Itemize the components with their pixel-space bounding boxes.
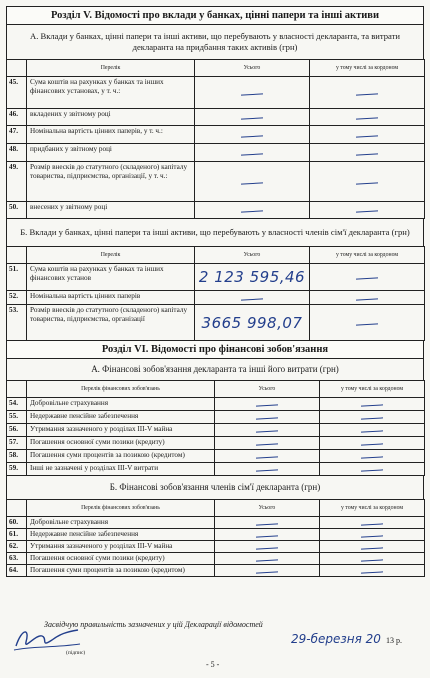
total-cell[interactable] xyxy=(215,398,320,411)
table-row xyxy=(7,437,425,450)
row-number: 53. xyxy=(7,305,27,341)
row-label: внесених у звітному році xyxy=(27,202,195,219)
table-row xyxy=(7,411,425,424)
signature-caption: (підпис) xyxy=(66,650,86,656)
table-header-row xyxy=(7,60,425,77)
row-label: Погашення суми процентів за позикою (кредитом) xyxy=(27,450,215,463)
row-number: 48. xyxy=(7,144,27,162)
section5-subA-title: А. Вклади у банках, цінні папери та інші активи, що перебувають у власності декларанта, та витрати декларанта на придбання таких активів (грн) xyxy=(6,25,424,59)
row-label: Утримання зазначеного у розділах III-V майна xyxy=(27,541,215,553)
header-list: Перелік фінансових зобов'язань xyxy=(27,500,215,517)
header-list: Перелік xyxy=(27,60,195,77)
total-cell[interactable] xyxy=(195,109,310,126)
row-label: Сума коштів на рахунках у банках та інших фінансових установ xyxy=(27,264,195,291)
total-cell[interactable] xyxy=(195,305,310,341)
total-cell[interactable] xyxy=(215,541,320,553)
abroad-cell[interactable] xyxy=(310,144,425,162)
table-row xyxy=(7,144,425,162)
table-row xyxy=(7,541,425,553)
dash-mark xyxy=(256,469,278,471)
dash-mark xyxy=(256,559,278,561)
dash-mark xyxy=(361,443,383,445)
row-label: Розмір внесків до статутного (складеного) капіталу товариства, підприємства, організації xyxy=(27,305,195,341)
dash-mark xyxy=(256,404,278,406)
dash-mark xyxy=(356,182,378,184)
abroad-cell[interactable] xyxy=(320,450,425,463)
header-total: Усього xyxy=(195,60,310,77)
dash-mark xyxy=(241,135,263,137)
dash-mark xyxy=(241,210,263,212)
dash-mark xyxy=(256,523,278,525)
dash-mark xyxy=(361,523,383,525)
dash-mark xyxy=(241,182,263,184)
row-label: Інші не зазначені у розділах III-V витрати xyxy=(27,463,215,476)
header-abroad: у тому числі за кордоном xyxy=(320,500,425,517)
dash-mark xyxy=(361,430,383,432)
row-label: Добровільне страхування xyxy=(27,398,215,411)
total-cell[interactable] xyxy=(215,437,320,450)
table-row xyxy=(7,264,425,291)
dash-mark xyxy=(361,404,383,406)
abroad-cell[interactable] xyxy=(310,109,425,126)
table-header-row xyxy=(7,247,425,264)
row-label: Номінальна вартість цінних паперів, у т. ч.: xyxy=(27,126,195,144)
table-row xyxy=(7,77,425,109)
table-header-row xyxy=(7,500,425,517)
table-row xyxy=(7,424,425,437)
dash-mark xyxy=(356,323,378,325)
section6-subB-title: Б. Фінансові зобов'язання членів сім'ї декларанта (грн) xyxy=(6,476,424,499)
dash-mark xyxy=(256,417,278,419)
abroad-cell[interactable] xyxy=(310,126,425,144)
abroad-cell[interactable] xyxy=(310,291,425,305)
header-list: Перелік xyxy=(27,247,195,264)
section6-title: Розділ VI. Відомості про фінансові зобов'язання xyxy=(6,341,424,359)
dash-mark xyxy=(361,469,383,471)
dash-mark xyxy=(256,547,278,549)
dash-mark xyxy=(361,456,383,458)
abroad-cell[interactable] xyxy=(310,202,425,219)
date-year: 13 р. xyxy=(386,636,402,645)
row-number: 61. xyxy=(7,529,27,541)
abroad-cell[interactable] xyxy=(320,437,425,450)
total-cell[interactable] xyxy=(195,144,310,162)
header-total: Усього xyxy=(195,247,310,264)
dash-mark xyxy=(241,298,263,300)
section6-subA-title: А. Фінансові зобов'язання декларанта та інші його витрати (грн) xyxy=(6,359,424,380)
abroad-cell[interactable] xyxy=(320,463,425,476)
row-label: Недержавне пенсійне забезпечення xyxy=(27,411,215,424)
total-cell[interactable] xyxy=(195,264,310,291)
row-label: Номінальна вартість цінних паперів xyxy=(27,291,195,305)
header-list: Перелік фінансових зобов'язань xyxy=(27,381,215,398)
declaration-page xyxy=(6,6,424,577)
dash-mark xyxy=(241,93,263,95)
dash-mark xyxy=(241,153,263,155)
row-number: 62. xyxy=(7,541,27,553)
abroad-cell[interactable] xyxy=(310,77,425,109)
section5-subB-title: Б. Вклади у банках, цінні папери та інші активи, що перебувають у власності членів сім'ї декларанта (грн) xyxy=(6,219,424,246)
section6-table-a xyxy=(6,380,425,476)
total-cell[interactable] xyxy=(215,424,320,437)
row-number: 57. xyxy=(7,437,27,450)
row-number: 45. xyxy=(7,77,27,109)
abroad-cell[interactable] xyxy=(310,305,425,341)
row-number: 47. xyxy=(7,126,27,144)
dash-mark xyxy=(361,571,383,573)
header-total: Усього xyxy=(215,381,320,398)
row-label: Сума коштів на рахунках у банках та інших фінансових установах, у т. ч.: xyxy=(27,77,195,109)
row-number: 60. xyxy=(7,517,27,529)
table-row xyxy=(7,109,425,126)
dash-mark xyxy=(361,417,383,419)
total-cell[interactable] xyxy=(195,77,310,109)
table-row xyxy=(7,305,425,341)
abroad-cell[interactable] xyxy=(320,424,425,437)
table-row xyxy=(7,162,425,202)
total-cell[interactable] xyxy=(195,162,310,202)
total-cell[interactable] xyxy=(195,126,310,144)
row-number: 46. xyxy=(7,109,27,126)
row-label: Утримання зазначеного у розділах III-V майна xyxy=(27,424,215,437)
row-label: Погашення основної суми позики (кредиту) xyxy=(27,553,215,565)
table-row xyxy=(7,398,425,411)
total-cell[interactable] xyxy=(195,202,310,219)
certification-text: Засвідчую правильність зазначених у цій Декларації відомостей xyxy=(44,620,263,629)
table-row xyxy=(7,450,425,463)
abroad-cell[interactable] xyxy=(310,162,425,202)
header-abroad: у тому числі за кордоном xyxy=(310,60,425,77)
dash-mark xyxy=(256,430,278,432)
dash-mark xyxy=(356,135,378,137)
row-label: Добровільне страхування xyxy=(27,517,215,529)
handwritten-date: 29-березня 20 xyxy=(291,632,381,646)
total-cell[interactable] xyxy=(215,565,320,577)
dash-mark xyxy=(361,547,383,549)
row-number: 56. xyxy=(7,424,27,437)
table-row xyxy=(7,565,425,577)
row-number: 63. xyxy=(7,553,27,565)
abroad-cell[interactable] xyxy=(320,529,425,541)
row-label: придбаних у звітному році xyxy=(27,144,195,162)
dash-mark xyxy=(361,535,383,537)
abroad-cell[interactable] xyxy=(320,411,425,424)
dash-mark xyxy=(356,117,378,119)
header-abroad: у тому числі за кордоном xyxy=(310,247,425,264)
row-number: 55. xyxy=(7,411,27,424)
total-cell[interactable] xyxy=(215,517,320,529)
row-label: Погашення основної суми позики (кредиту) xyxy=(27,437,215,450)
abroad-cell[interactable] xyxy=(310,264,425,291)
dash-mark xyxy=(356,277,378,279)
dash-mark xyxy=(356,93,378,95)
dash-mark xyxy=(361,559,383,561)
table-header-row xyxy=(7,381,425,398)
row-number: 64. xyxy=(7,565,27,577)
row-number: 52. xyxy=(7,291,27,305)
handwritten-amount: 2 123 595,46 xyxy=(198,268,306,286)
dash-mark xyxy=(256,535,278,537)
header-abroad: у тому числі за кордоном xyxy=(320,381,425,398)
dash-mark xyxy=(356,210,378,212)
row-number: 49. xyxy=(7,162,27,202)
table-row xyxy=(7,291,425,305)
header-total: Усього xyxy=(215,500,320,517)
abroad-cell[interactable] xyxy=(320,517,425,529)
table-row xyxy=(7,529,425,541)
total-cell[interactable] xyxy=(215,463,320,476)
dash-mark xyxy=(241,117,263,119)
total-cell[interactable] xyxy=(215,411,320,424)
dash-mark xyxy=(356,298,378,300)
handwritten-amount: 3665 998,07 xyxy=(201,313,303,332)
table-row xyxy=(7,463,425,476)
row-label: Погашення суми процентів за позикою (кредитом) xyxy=(27,565,215,577)
dash-mark xyxy=(356,153,378,155)
section5-table-a xyxy=(6,59,425,219)
row-number: 59. xyxy=(7,463,27,476)
dash-mark xyxy=(256,571,278,573)
table-row xyxy=(7,126,425,144)
table-row xyxy=(7,517,425,529)
total-cell[interactable] xyxy=(215,450,320,463)
section5-title: Розділ V. Відомості про вклади у банках, цінні папери та інші активи xyxy=(6,6,424,25)
total-cell[interactable] xyxy=(215,553,320,565)
abroad-cell[interactable] xyxy=(320,541,425,553)
section5-table-b xyxy=(6,246,425,341)
total-cell[interactable] xyxy=(215,529,320,541)
section6-table-b xyxy=(6,499,425,577)
abroad-cell[interactable] xyxy=(320,565,425,577)
total-cell[interactable] xyxy=(195,291,310,305)
row-label: Недержавне пенсійне забезпечення xyxy=(27,529,215,541)
abroad-cell[interactable] xyxy=(320,553,425,565)
table-row xyxy=(7,202,425,219)
row-number: 50. xyxy=(7,202,27,219)
abroad-cell[interactable] xyxy=(320,398,425,411)
row-label: вкладених у звітному році xyxy=(27,109,195,126)
row-number: 54. xyxy=(7,398,27,411)
row-label: Розмір внесків до статутного (складеного) капіталу товариства, підприємства, організації, у т. ч.: xyxy=(27,162,195,202)
table-row xyxy=(7,553,425,565)
page-number: - 5 - xyxy=(206,660,220,669)
row-number: 58. xyxy=(7,450,27,463)
dash-mark xyxy=(256,443,278,445)
footer xyxy=(6,620,424,674)
row-number: 51. xyxy=(7,264,27,291)
dash-mark xyxy=(256,456,278,458)
